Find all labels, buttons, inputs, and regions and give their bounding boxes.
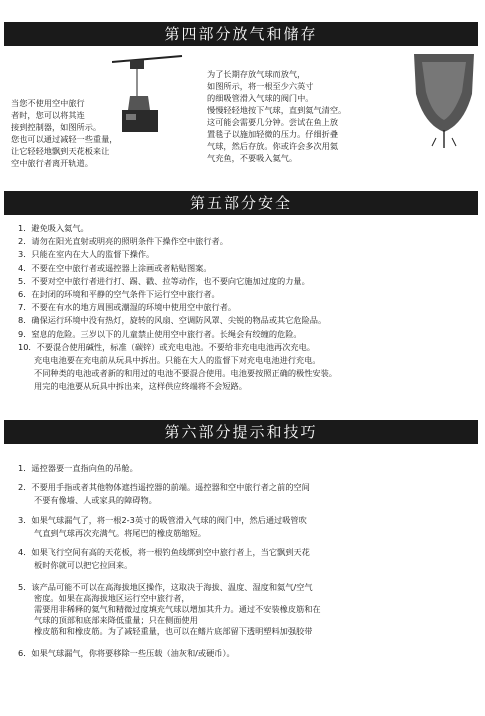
text-line: 气充鱼，不要吸入氦气。 — [207, 153, 298, 163]
text-line: 您也可以通过减轻一些重量， — [11, 134, 118, 144]
text-line: 气球，然后存放。你或许会多次用氦 — [207, 141, 339, 151]
controller-ceiling-illustration — [112, 54, 190, 140]
section4-title: 第四部分放气和储存 — [4, 22, 478, 46]
list-item: 6．如果气球漏气，你将要移除一些压载（油灰和/或硬币）。 — [18, 648, 235, 659]
list-item: 3．如果气球漏气了，将一根2-3英寸的吸管滑入气球的阀门中，然后通过吸管吹 气直到气球再次充满气。将尾巴的橡皮筋缩短。 — [18, 514, 307, 538]
list-item: 10．不要混合使用碱性，标准（碳锌）或充电电池。不要给非充电电池再次充电。 充电电池要在充电前从玩具中拆出。只能在大人的监督下对充电电池进行充电。 不同种类的电池或者新的和用过的电池不要混合使用。电池要按照正确的极性安装。 用完的电池要从玩具中拆出来，这样供应终端将不会短路。 — [18, 341, 337, 392]
text-line: 的细吸管滑入气球的阀门中。 — [207, 93, 314, 103]
section5-safety-list — [18, 222, 474, 394]
text-line: 如图所示，将一根至少六英寸 — [207, 81, 314, 91]
list-item: 3．只能在室内在大人的监督下操作。 — [18, 249, 155, 260]
text-line: 为了长期存放气球而放气， — [207, 69, 306, 79]
list-item: 1．遥控器要一直指向鱼的吊舱。 — [18, 463, 138, 473]
text-line: 这可能会需要几分钟。尝试在鱼上放 — [207, 117, 339, 127]
list-item: 4．如果飞行空间有高的天花板，将一根钓鱼线绑到空中旅行者上，当它飘到天花 板时你就可以把它拉回来。 — [18, 547, 310, 571]
section6-title: 第六部分提示和技巧 — [4, 420, 478, 444]
list-item: 7．不要在有水的地方周围或潮湿的环境中使用空中旅行者。 — [18, 302, 237, 313]
text-line: 者时，您可以将其连 — [11, 110, 85, 120]
section6-tips-list — [18, 462, 474, 661]
list-item: 9．窒息的危险。三岁以下的儿童禁止使用空中旅行者。长绳会有绞缠的危险。 — [18, 328, 302, 339]
section4-left-text — [11, 97, 117, 169]
list-item: 2．不要用手指或者其他物体遮挡遥控器的前端。遥控器和空中旅行者之前的空间 不要有像墙、人或家具的障碍物。 — [18, 482, 310, 506]
section5-title: 第五部分安全 — [4, 191, 478, 215]
deflating-balloon-illustration — [404, 54, 480, 150]
list-item: 1．避免吸入氦气。 — [18, 223, 89, 233]
list-item: 8．确保运行环境中没有热灯，旋转的风扇、空调防风罩、尖锐的物品或其它危险品。 — [18, 315, 327, 326]
text-line: 接到控制器，如图所示。 — [11, 122, 102, 132]
text-line: 当您不使用空中旅行 — [11, 98, 85, 108]
list-item: 4．不要在空中旅行者或遥控器上涂画或者粘贴图案。 — [18, 262, 212, 273]
text-line: 让它轻轻地飘到天花板来让 — [11, 146, 110, 156]
list-item: 2．请勿在阳光直射或明亮的照明条件下操作空中旅行者。 — [18, 236, 228, 247]
text-line: 空中旅行者离开轨道。 — [11, 158, 93, 168]
text-line: 慢慢轻轻地按下气球，直到氦气清空。 — [207, 105, 347, 115]
section4-right-text — [207, 68, 346, 164]
list-item: 5．不要对空中旅行者进行打、踢、戳、拉等动作，也不要向它施加过度的力量。 — [18, 275, 310, 286]
list-item: 6．在封闭的环境和平静的空气条件下运行空中旅行者。 — [18, 289, 220, 300]
text-line: 置毯子以施加轻微的压力。仔细折叠 — [207, 129, 339, 139]
list-item: 5．该产品可能不可以在高海拔地区操作，这取决于海拔、温度、湿度和氦气/空气 密度。如果在高海拔地区运行空中旅行者， 需要用非稀释的氦气和精微过度填充气球以增加其升力。通过不安装橡皮筋和在 气球的顶部和底部来降低重量；只在侧面使用 橡皮筋和和橡皮筋。为了减轻重量，也可以在鳍片底部留下透明塑料加强胶带 — [18, 582, 321, 637]
